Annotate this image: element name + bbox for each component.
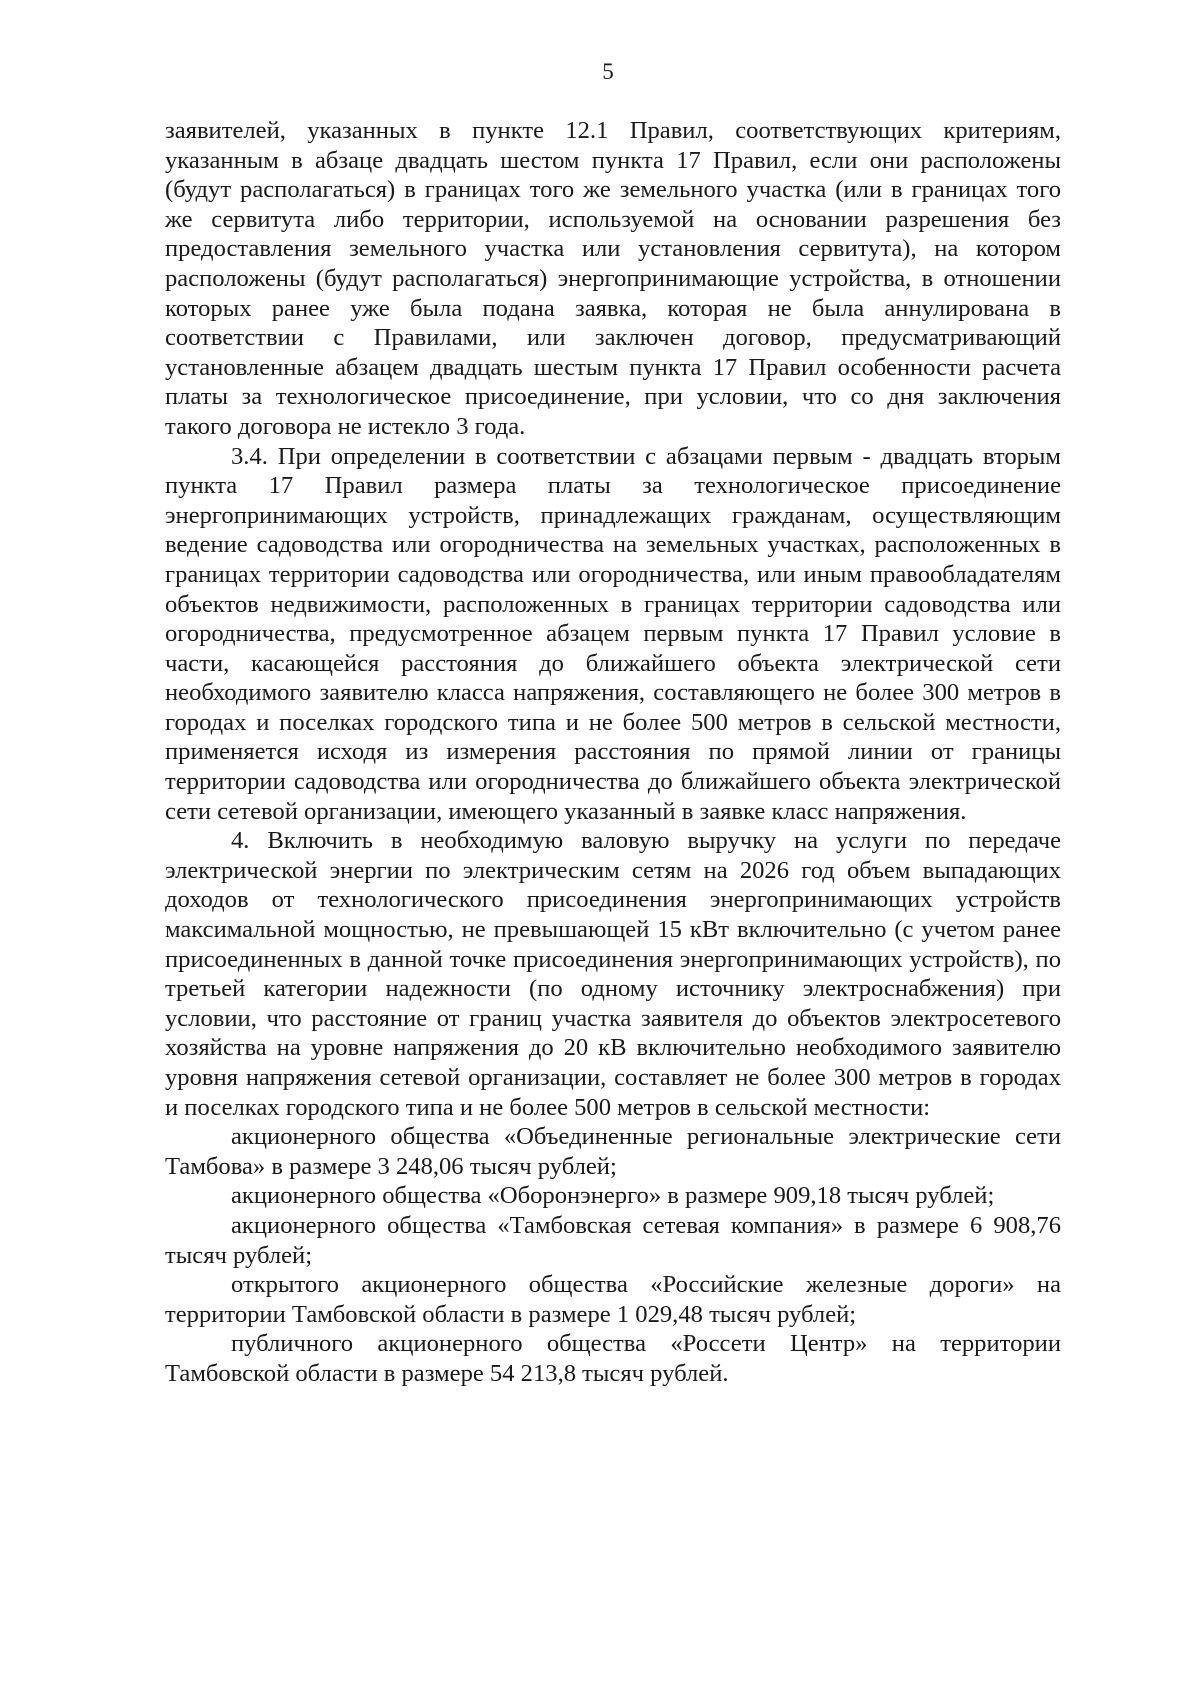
paragraph-continuation: заявителей, указанных в пункте 12.1 Правил, соответствующих критериям, указанным в абзаце двадцать шестом пункта 17 Правил, если они расположены (будут располагаться) в границах того же земельного участка (или в границах того же сервитута либо территории, используемой на основании разрешения без предоставления земельного участка или установления сервитута), на котором расположены (будут располагаться) энергопринимающие устройства, в отношении которых ранее уже была подана заявка, которая не была аннулирована в соответствии с Правилами, или заключен договор, предусматривающий установленные абзацем двадцать шестым пункта 17 Правил особенности расчета платы за технологическое присоединение, при условии, что со дня заключения такого договора не истекло 3 года. <box>165 117 1061 440</box>
list-item-rosseti: публичного акционерного общества «Россети Центр» на территории Тамбовской области в размере 54 213,8 тысяч рублей. <box>165 1330 1061 1387</box>
paragraph-3-4: 3.4. При определении в соответствии с абзацами первым - двадцать вторым пункта 17 Правил размера платы за технологическое присоединение энергопринимающих устройств, принадлежащих гражданам, осуществляющим ведение садоводства или огородничества на земельных участках, расположенных в границах территории садоводства или огородничества, или иным правообладателям объектов недвижимости, расположенных в границах территории садоводства или огородничества, предусмотренное абзацем первым пункта 17 Правил условие в части, касающейся расстояния до ближайшего объекта электрической сети необходимого заявителю класса напряжения, составляющего не более 300 метров в городах и поселках городского типа и не более 500 метров в сельской местности, применяется исходя из измерения расстояния по прямой линии от границы территории садоводства или огородничества до ближайшего объекта электрической сети сетевой организации, имеющего указанный в заявке класс напряжения. <box>165 442 1061 825</box>
page-number: 5 <box>602 59 614 84</box>
list-item-oboronenergo: акционерного общества «Оборонэнерго» в размере 909,18 тысяч рублей; <box>231 1182 995 1210</box>
list-item-tsk: акционерного общества «Тамбовская сетевая компания» в размере 6 908,76 тысяч рублей; <box>165 1211 1061 1269</box>
list-item-rzd: открытого акционерного общества «Российские железные дороги» на территории Тамбовской области в размере 1 029,48 тысяч рублей; <box>165 1271 1061 1328</box>
list-item-orest: акционерного общества «Объединенные региональные электрические сети Тамбова» в размере 3 248,06 тысяч рублей; <box>165 1123 1061 1180</box>
document-body <box>165 116 1061 1389</box>
paragraph-4: 4. Включить в необходимую валовую выручку на услуги по передаче электрической энергии по электрическим сетям на 2026 год объем выпадающих доходов от технологического присоединения энергопринимающих устройств максимальной мощностью, не превышающей 15 кВт включительно (с учетом ранее присоединенных в данной точке присоединения энергопринимающих устройств), по третьей категории надежности (по одному источнику электроснабжения) при условии, что расстояние от границ участка заявителя до объектов электросетевого хозяйства на уровне напряжения до 20 кВ включительно необходимого заявителю уровня напряжения сетевой организации, составляет не более 300 метров в городах и поселках городского типа и не более 500 метров в сельской местности: <box>165 827 1061 1121</box>
